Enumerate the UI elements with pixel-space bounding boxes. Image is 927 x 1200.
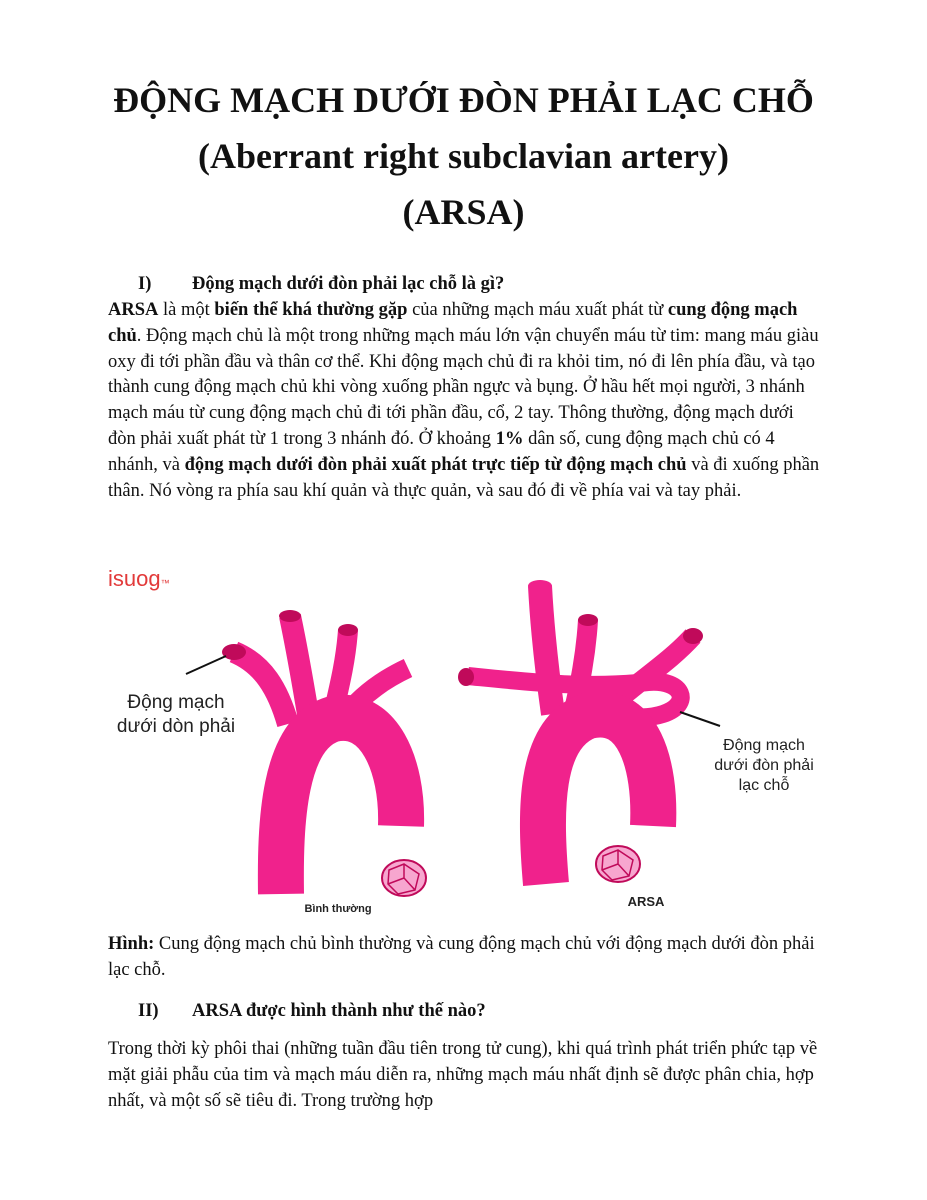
caption-text: Cung động mạch chủ bình thường và cung động mạch chủ với động mạch dưới đòn phải lạc chỗ.: [108, 934, 815, 980]
vessel-end: [279, 610, 301, 622]
text-run: . Động mạch chủ là một trong những mạch máu lớn vận chuyển máu từ tim: mang máu giàu oxy đi tới phần đầu và thân cơ thể. Khi động mạch chủ đi ra khỏi tim, nó đi lên phía đầu, và tạo thành cung động mạch chủ khi vòng xuống phần ngực và bụng. Ở hầu hết mọi người, 3 nhánh mạch máu từ cung động mạch chủ đi tới phần đầu, cổ, 2 tay. Thông thường, động mạch dưới đòn phải xuất phát từ 1 trong 3 nhánh đó. Ở khoảng: [108, 325, 819, 449]
vessel-end: [222, 644, 246, 660]
normal-arch-diagram: [117, 610, 426, 915]
aortic-arch: [281, 718, 401, 894]
text-run: của những mạch máu xuất phát từ: [407, 300, 668, 320]
label-normal-line2: dưới dòn phải: [116, 716, 236, 737]
vessel-end: [683, 628, 703, 644]
emphasis-percent: 1%: [495, 428, 524, 449]
section-1-heading: [138, 272, 504, 296]
emphasis-variant: biến thể khá thường gặp: [214, 300, 408, 320]
isuog-logo: isuog™: [108, 566, 170, 591]
label-normal-line1: Động mạch: [127, 692, 225, 713]
figure-caption: [108, 932, 820, 984]
text-run: và đi xuống phần thân. Nó vòng ra phía sau khí quản và thực quản, và sau đó đi về phía vai và tay phải.: [108, 454, 820, 501]
section-2-number: II): [138, 1001, 159, 1021]
title-line-3: (ARSA): [402, 192, 525, 232]
section-1-number: I): [138, 274, 152, 294]
left-carotid-branch: [290, 616, 308, 714]
arsa-arch-diagram: [458, 580, 814, 909]
section-2-heading: [138, 999, 486, 1023]
term-arsa: ARSA: [108, 300, 159, 320]
aortic-arch-figure: [108, 564, 828, 920]
pointer-line: [680, 712, 720, 726]
vessel-end: [338, 624, 358, 636]
label-aberrant-line3: lạc chỗ: [738, 777, 790, 794]
caption-normal: Bình thường: [304, 903, 372, 915]
label-aberrant-line1: Động mạch: [723, 737, 805, 754]
caption-arsa: ARSA: [627, 894, 665, 909]
title-line-1: ĐỘNG MẠCH DƯỚI ĐÒN PHẢI LẠC CHỖ: [113, 80, 814, 120]
caption-label: Hình:: [108, 934, 155, 954]
right-carotid-branch: [540, 586, 553, 714]
emphasis-direct-origin: động mạch dưới đòn phải xuất phát trực tiếp từ động mạch chủ: [184, 454, 687, 475]
title-line-2: (Aberrant right subclavian artery): [198, 136, 729, 176]
section-1-heading-text: Động mạch dưới đòn phải lạc chỗ là gì?: [192, 274, 505, 294]
vessel-end: [458, 668, 474, 686]
pointer-line: [186, 656, 226, 674]
brachiocephalic-branch: [234, 652, 288, 724]
vessel-end: [578, 614, 598, 626]
text-run: dân số, cung động mạch chủ có 4 nhánh, và: [108, 428, 775, 475]
section-2-heading-text: ARSA được hình thành như thế nào?: [192, 1001, 486, 1021]
vessel-end: [528, 580, 552, 592]
label-aberrant-line2: dưới đòn phải: [714, 757, 814, 774]
section-1-paragraph: [108, 298, 820, 504]
emphasis-aortic-arch: cung động mạch chủ: [108, 300, 798, 346]
text-run: là một: [158, 300, 215, 320]
section-2-paragraph: Trong thời kỳ phôi thai (những tuần đầu tiên trong tử cung), khi quá trình phát triển phức tạp về mặt giải phẫu của tim và mạch máu diễn ra, những mạch máu nhất định sẽ được phân chia, hợp nhất, và một số sẽ tiêu đi. Trong trường hợp: [108, 1039, 818, 1111]
